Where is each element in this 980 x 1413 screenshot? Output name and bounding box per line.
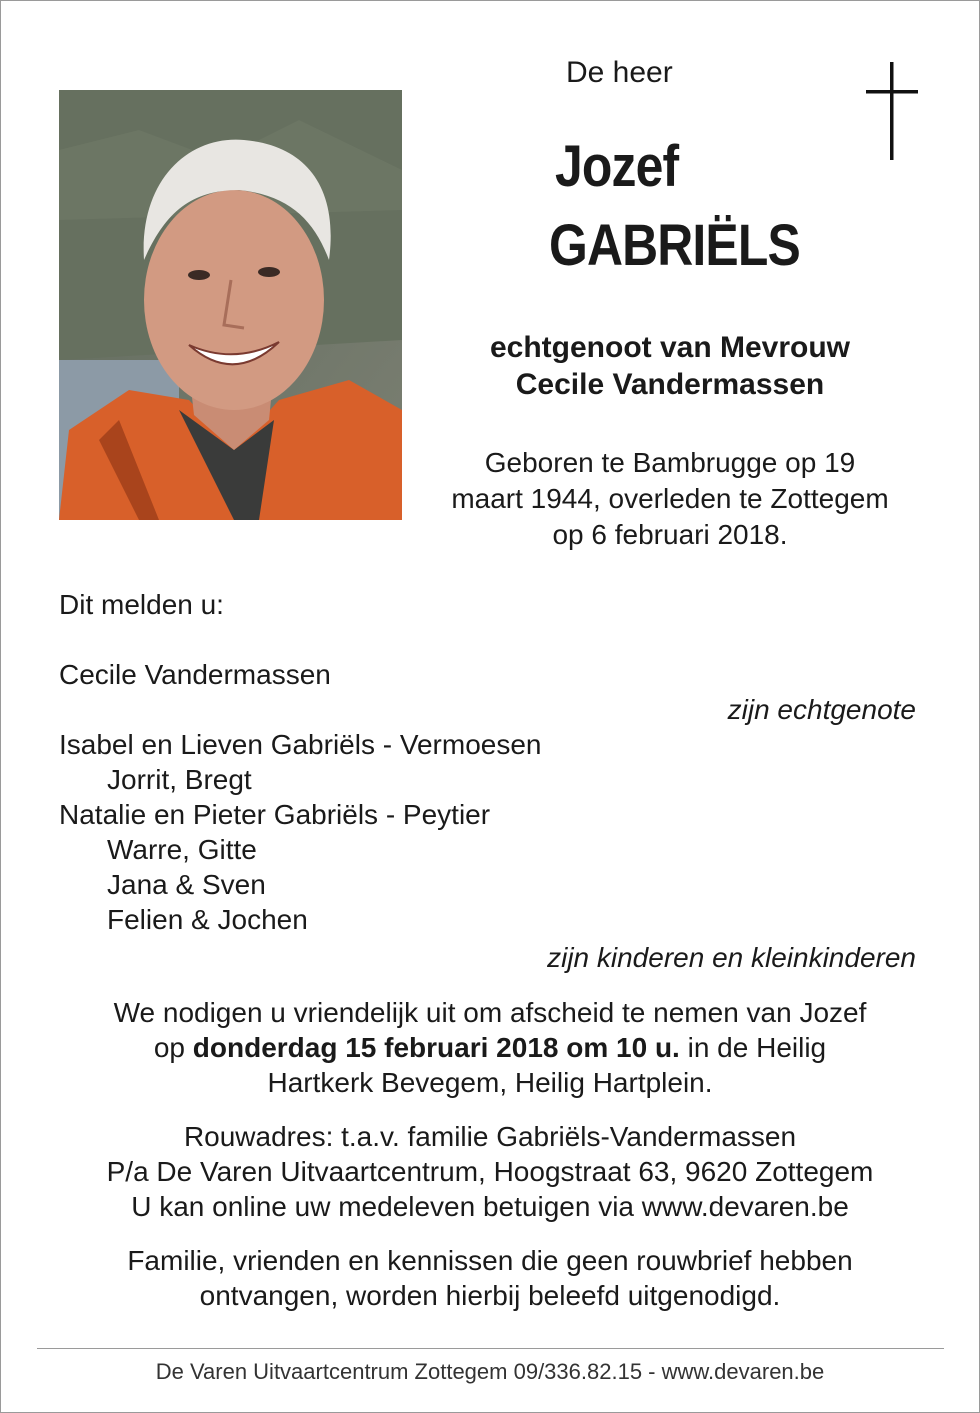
spouse-info	[420, 329, 920, 403]
portrait-photo	[59, 90, 402, 520]
spouse-line-2: Cecile Vandermassen	[515, 368, 825, 401]
invitation-line-3: Hartkerk Bevegem, Heilig Hartplein.	[267, 1067, 713, 1098]
invitation-line-1: We nodigen u vriendelijk uit om afscheid te nemen van Jozef	[113, 997, 867, 1028]
family-item: Jana & Sven	[107, 869, 266, 900]
invitation-line-2-pre: op	[153, 1032, 193, 1063]
family-item: Warre, Gitte	[107, 834, 257, 865]
address-line-3: U kan online uw medeleven betuigen via www.devaren.be	[131, 1191, 849, 1222]
spouse-line-1: echtgenoot van Mevrouw	[489, 331, 851, 364]
closing-note	[40, 1243, 940, 1313]
closing-line-1: Familie, vrienden en kennissen die geen rouwbrief hebben	[127, 1245, 853, 1276]
wife-relation: zijn echtgenote	[727, 694, 916, 725]
address-line-2: P/a De Varen Uitvaartcentrum, Hoogstraat 63, 9620 Zottegem	[106, 1156, 874, 1187]
family-item: Isabel en Lieven Gabriëls - Vermoesen	[59, 729, 542, 760]
address-line-1: Rouwadres: t.a.v. familie Gabriëls-Vandermassen	[183, 1121, 797, 1152]
invitation	[40, 995, 940, 1100]
family-item: Jorrit, Bregt	[107, 764, 252, 795]
family-relation: zijn kinderen en kleinkinderen	[547, 942, 916, 973]
footer-text: De Varen Uitvaartcentrum Zottegem 09/336.82.15 - www.devaren.be	[155, 1359, 825, 1384]
announce-intro: Dit melden u:	[59, 589, 224, 620]
family-item: Felien & Jochen	[107, 904, 308, 935]
footer-divider	[37, 1348, 944, 1349]
invitation-line-2	[40, 1030, 940, 1065]
invitation-line-2-post: in de Heilig	[679, 1032, 827, 1063]
cross-icon	[862, 62, 922, 160]
last-name: GABRIËLS	[549, 213, 800, 278]
birth-line-2: maart 1944, overleden te Zottegem	[451, 483, 889, 514]
announce-wife: Cecile Vandermassen	[59, 659, 331, 690]
family-item: Natalie en Pieter Gabriëls - Peytier	[59, 799, 491, 830]
closing-line-2: ontvangen, worden hierbij beleefd uitgenodigd.	[199, 1280, 781, 1311]
birth-line-3: op 6 februari 2018.	[552, 519, 788, 550]
birth-line-1: Geboren te Bambrugge op 19	[484, 447, 856, 478]
first-name: Jozef	[555, 134, 679, 199]
family-list	[59, 727, 542, 937]
birth-info	[420, 445, 920, 553]
name-prefix: De heer	[566, 56, 673, 89]
mourning-address	[40, 1119, 940, 1224]
invitation-date: donderdag 15 februari 2018 om 10 u.	[192, 1032, 680, 1063]
